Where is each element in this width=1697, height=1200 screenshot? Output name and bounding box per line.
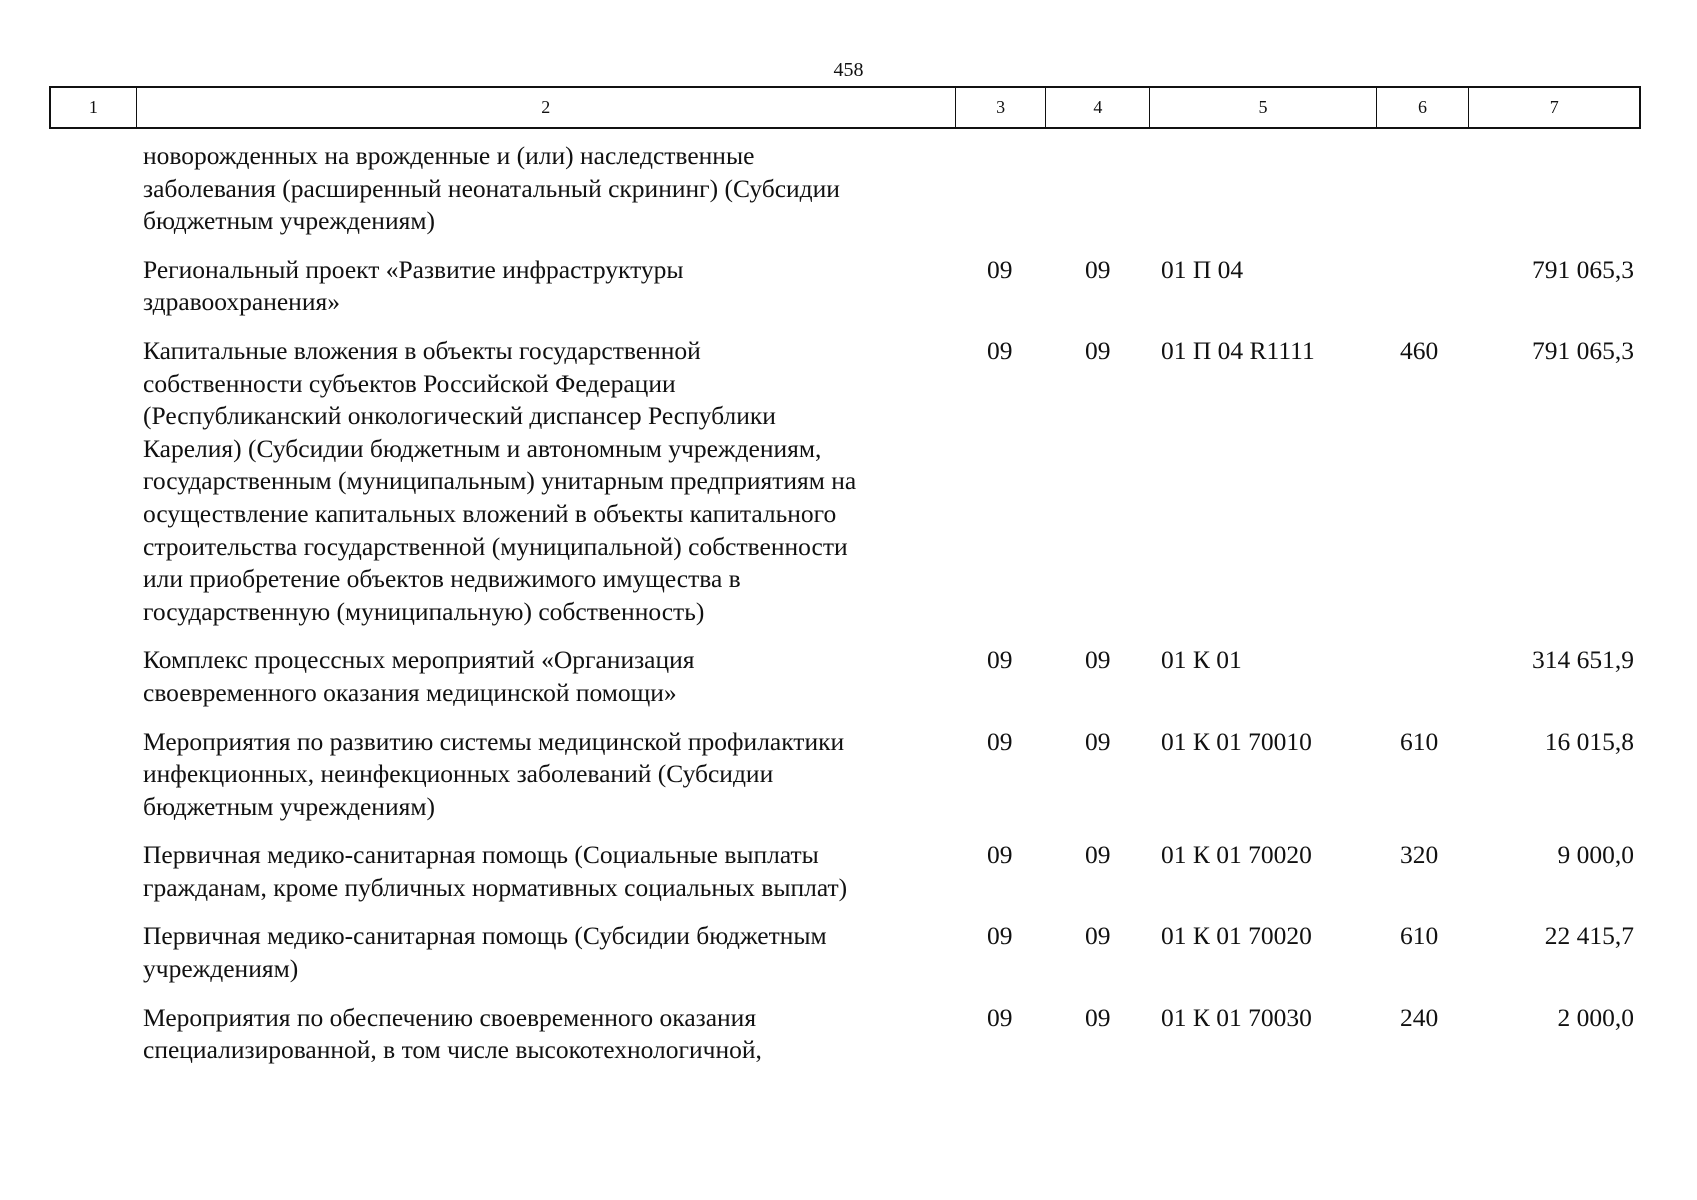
- row-subsection: 09: [1085, 921, 1111, 951]
- row-target-code: 01 К 01 70030: [1161, 1002, 1312, 1032]
- row-section: 09: [987, 726, 1013, 756]
- row-amount: 2 000,0: [1557, 1002, 1634, 1032]
- row-description: Первичная медико-санитарная помощь (Субсидии бюджетным учреждениям): [143, 921, 827, 984]
- row-subsection: 09: [1085, 335, 1111, 365]
- row-target-code: 01 К 01 70020: [1161, 921, 1312, 951]
- row-subsection: 09: [1085, 645, 1111, 675]
- row-section: 09: [987, 254, 1013, 284]
- header-col-6: 6: [1377, 88, 1470, 127]
- table-row: [0, 140, 1697, 238]
- table-row: [0, 1002, 1697, 1067]
- row-description: Капитальные вложения в объекты государственной собственности субъектов Российской Федерации (Республиканский онкологический диспансер Республики Карелия) (Субсидии бюджетным и автономным учреждениям, государственным (муниципальным) унитарным предприятиям на осуществление капитальных вложений в объекты капитального строительства государственной (муниципальной) собственности или приобретение объектов недвижимого имущества в государственную (муниципальную) собственность): [143, 335, 857, 626]
- header-col-2: 2: [137, 88, 956, 127]
- table-body: [0, 140, 1697, 1083]
- row-subsection: 09: [1085, 726, 1111, 756]
- row-description: Первичная медико-санитарная помощь (Социальные выплаты гражданам, кроме публичных нормативных социальных выплат): [143, 840, 848, 902]
- row-target-code: 01 К 01 70020: [1161, 840, 1312, 870]
- page-number: 458: [833, 59, 864, 81]
- row-section: 09: [987, 645, 1013, 675]
- header-col-1: 1: [51, 88, 137, 127]
- row-amount: 16 015,8: [1544, 726, 1634, 756]
- row-description: Комплекс процессных мероприятий «Организация своевременного оказания медицинской помощи»: [143, 645, 695, 707]
- row-description: Мероприятия по развитию системы медицинской профилактики инфекционных, неинфекционных заболеваний (Субсидии бюджетным учреждениям): [143, 726, 845, 821]
- row-amount: 791 065,3: [1532, 335, 1634, 365]
- table-row: [0, 726, 1697, 824]
- row-subsection: 09: [1085, 254, 1111, 284]
- row-target-code: 01 К 01 70010: [1161, 726, 1312, 756]
- table-row: [0, 920, 1697, 985]
- row-amount: 9 000,0: [1557, 840, 1634, 870]
- table-row: [0, 839, 1697, 904]
- header-col-5: 5: [1150, 88, 1376, 127]
- row-section: 09: [987, 921, 1013, 951]
- row-target-code: 01 П 04 R1111: [1161, 335, 1315, 365]
- row-subsection: 09: [1085, 1002, 1111, 1032]
- row-expense-type: 460: [1400, 335, 1439, 365]
- row-amount: 791 065,3: [1532, 254, 1634, 284]
- header-col-7: 7: [1549, 97, 1559, 117]
- row-description: Мероприятия по обеспечению своевременного оказания специализированной, в том числе высокотехнологичной,: [143, 1002, 762, 1065]
- row-description: новорожденных на врожденные и (или) наследственные заболевания (расширенный неонатальный скрининг) (Субсидии бюджетным учреждениям): [143, 141, 840, 236]
- row-description: Региональный проект «Развитие инфраструктуры здравоохранения»: [143, 254, 684, 317]
- row-target-code: 01 К 01: [1161, 645, 1242, 675]
- row-section: 09: [987, 840, 1013, 870]
- row-section: 09: [987, 335, 1013, 365]
- table-header: [49, 86, 1641, 129]
- row-expense-type: 610: [1400, 921, 1439, 951]
- row-expense-type: 240: [1400, 1002, 1439, 1032]
- row-target-code: 01 П 04: [1161, 254, 1244, 284]
- table-row: [0, 254, 1697, 319]
- row-expense-type: 320: [1400, 840, 1439, 870]
- row-amount: 22 415,7: [1544, 921, 1634, 951]
- header-col-4: 4: [1046, 88, 1150, 127]
- table-row: [0, 644, 1697, 709]
- row-subsection: 09: [1085, 840, 1111, 870]
- row-amount: 314 651,9: [1532, 645, 1634, 675]
- row-expense-type: 610: [1400, 726, 1439, 756]
- row-section: 09: [987, 1002, 1013, 1032]
- header-col-3: 3: [956, 88, 1047, 127]
- table-row: [0, 335, 1697, 628]
